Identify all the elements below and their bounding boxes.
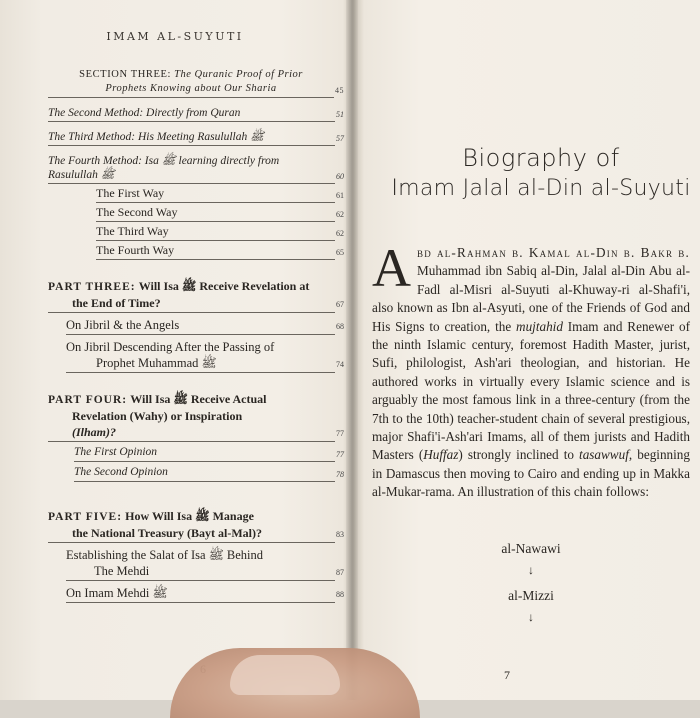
biography-paragraph bbox=[372, 238, 690, 502]
chain-name: al-Nawawi bbox=[501, 541, 561, 556]
heading-line-2: Imam Jalal al-Din al-Suyuti bbox=[391, 176, 691, 201]
left-page bbox=[0, 0, 350, 700]
part-title-3: (Ilham)? bbox=[72, 425, 117, 439]
toc-sub-first-opinion bbox=[48, 445, 344, 462]
body-italic-tasawwuf: tasawwuf bbox=[579, 447, 629, 463]
body-text-1: Muhammad ibn Sabiq al-Din, Jalal al-Din Abu al-Fadl al-Misri al-Suyuti al-Khuway-ri al-Shafi'i, also known as Ibn al-Asyuti, one of the Friends of God and His Signs to creation, the bbox=[372, 263, 690, 334]
toc-page-number: 77 bbox=[336, 450, 344, 459]
part-title-1: Will Isa ﷺ Receive Revelation at bbox=[138, 279, 310, 293]
drop-cap: A bbox=[372, 238, 411, 298]
section-title-1: The Quranic Proof of Prior bbox=[174, 69, 303, 80]
toc-page-number: 87 bbox=[336, 568, 344, 577]
body-italic-huffaz: Huffaz bbox=[423, 447, 459, 463]
section-label: SECTION THREE: bbox=[79, 69, 172, 80]
toc-part-five bbox=[48, 508, 344, 543]
page-number-right: 7 bbox=[504, 668, 510, 682]
toc-way-2 bbox=[48, 205, 344, 222]
toc-text: The Second Way bbox=[96, 205, 335, 222]
toc-text: The Third Way bbox=[96, 224, 335, 241]
toc-page-number: 62 bbox=[336, 210, 344, 219]
toc-part-three bbox=[48, 278, 344, 313]
part-title-2: Revelation (Wahy) or Inspiration bbox=[72, 409, 243, 423]
toc-part-four bbox=[48, 391, 344, 442]
heading-line-1: Biography of bbox=[462, 144, 620, 172]
part-label: PART FOUR: bbox=[48, 394, 128, 406]
toc-page-number: 57 bbox=[336, 134, 344, 143]
toc-sub-imam-mehdi bbox=[48, 585, 344, 603]
toc-text-1: The Fourth Method: Isa ﷺ learning directly from bbox=[48, 155, 280, 167]
chain-name: al-Mizzi bbox=[508, 588, 554, 603]
toc-page-number: 83 bbox=[336, 530, 344, 539]
toc-section-three bbox=[48, 68, 344, 98]
toc-text-2: Rasulullah ﷺ bbox=[48, 169, 115, 181]
part-title-1: How Will Isa ﷺ Manage bbox=[125, 509, 254, 523]
toc-text-2: Prophet Muhammad ﷺ bbox=[96, 356, 217, 370]
part-title-2: the National Treasury (Bayt al-Mal)? bbox=[72, 526, 262, 540]
toc-method-two bbox=[48, 106, 344, 122]
toc-page-number: 77 bbox=[336, 429, 344, 438]
toc-page-number: 88 bbox=[336, 590, 344, 599]
right-page bbox=[352, 0, 700, 700]
down-arrow-icon: ↓ bbox=[528, 610, 534, 624]
table-of-contents bbox=[48, 68, 344, 603]
toc-text-1: Establishing the Salat of Isa ﷺ Behind bbox=[66, 548, 264, 562]
toc-sub-jibril-descending bbox=[48, 339, 344, 373]
toc-method-three bbox=[48, 130, 344, 146]
intro-smallcaps: bd al-Rahman b. Kamal al-Din b. Bakr b. bbox=[417, 245, 690, 260]
toc-page-number: 78 bbox=[336, 470, 344, 479]
down-arrow-icon: ↓ bbox=[528, 563, 534, 577]
teacher-chain bbox=[372, 540, 690, 634]
toc-text: The Third Method: His Meeting Rasulullah ﷺ bbox=[48, 130, 335, 146]
toc-page-number: 74 bbox=[336, 360, 344, 369]
toc-text: On Imam Mehdi ﷺ bbox=[66, 585, 335, 603]
toc-page-number: 45 bbox=[335, 86, 344, 95]
toc-page-number: 67 bbox=[336, 300, 344, 309]
section-title-2: Prophets Knowing about Our Sharia bbox=[105, 83, 277, 94]
part-label: PART FIVE: bbox=[48, 511, 123, 523]
toc-way-4 bbox=[48, 243, 344, 260]
toc-text: The First Opinion bbox=[74, 445, 335, 462]
toc-text-1: On Jibril Descending After the Passing of bbox=[66, 340, 275, 354]
body-text-2: Imam and Renewer of the ninth Islamic century, foremost Hadith Master, jurist, Sufi, philologist, Ash'ari theologian, and historian. He authored works in virtually every Islamic science and is arguably the most famous link in a three-century (from the 7th to the 10th) teacher-student chain of several prestigious, major Shafi'i-Ash'ari Imams, all of them jurists and Hadith Masters ( bbox=[372, 318, 690, 463]
toc-text: On Jibril & the Angels bbox=[66, 317, 335, 335]
toc-text-2: The Mehdi bbox=[94, 564, 150, 578]
toc-way-1 bbox=[48, 186, 344, 203]
toc-method-four bbox=[48, 154, 344, 184]
toc-text: The Second Method: Directly from Quran bbox=[48, 106, 335, 122]
toc-sub-salat bbox=[48, 547, 344, 581]
chapter-heading bbox=[382, 142, 700, 204]
toc-text: The Fourth Way bbox=[96, 243, 335, 260]
toc-way-3 bbox=[48, 224, 344, 241]
body-text-3: ) strongly inclined to bbox=[458, 447, 580, 463]
body-text-4: , beginning in Damascus then moving to Cairo and ending up in Makka al-Mukar-rama. An illustration of this chain follows: bbox=[372, 447, 690, 500]
running-head: IMAM AL-SUYUTI bbox=[106, 30, 244, 43]
toc-text: The First Way bbox=[96, 186, 335, 203]
toc-page-number: 62 bbox=[336, 229, 344, 238]
toc-page-number: 68 bbox=[336, 322, 344, 331]
toc-page-number: 60 bbox=[336, 172, 344, 181]
toc-page-number: 61 bbox=[336, 191, 344, 200]
toc-sub-second-opinion bbox=[48, 465, 344, 482]
toc-page-number: 65 bbox=[336, 248, 344, 257]
thumbnail-highlight bbox=[230, 655, 340, 695]
body-italic-mujtahid: mujtahid bbox=[516, 318, 563, 334]
part-title-1: Will Isa ﷺ Receive Actual bbox=[130, 392, 267, 406]
toc-page-number: 51 bbox=[336, 110, 344, 119]
part-label: PART THREE: bbox=[48, 281, 136, 293]
toc-sub-jibril-angels bbox=[48, 317, 344, 335]
toc-text: The Second Opinion bbox=[74, 465, 335, 482]
part-title-2: the End of Time? bbox=[72, 296, 161, 310]
